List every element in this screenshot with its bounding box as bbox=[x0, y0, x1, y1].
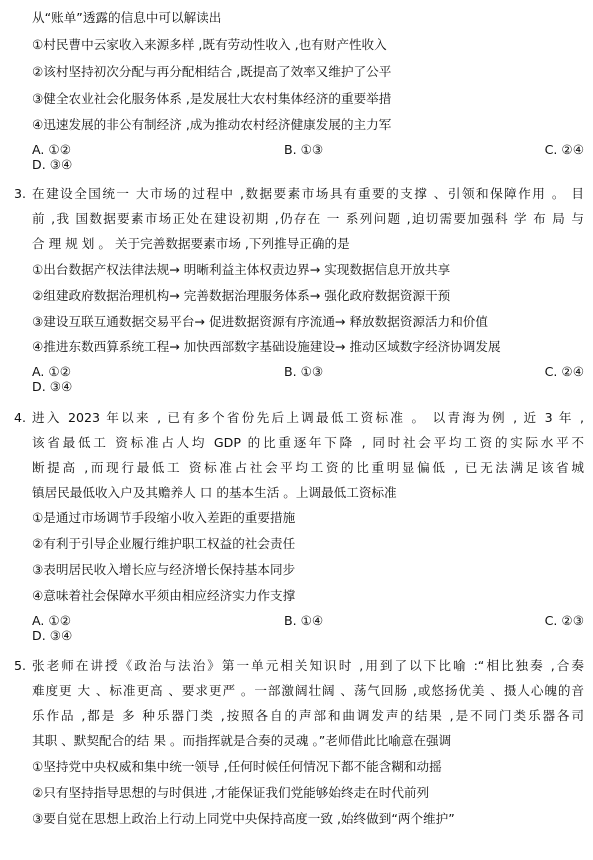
question-stem-line: 镇居民最低收入户及其赡养人 口 的基本生活 。上调最低工资标准 bbox=[32, 485, 397, 500]
choice-item-1: ①坚持党中央权威和集中统一领导 ,任何时候任何情况下都不能含糊和动摇 bbox=[32, 759, 442, 774]
question-stem: 从“账单”透露的信息中可以解读出 bbox=[32, 10, 222, 25]
option-a: A. ①② bbox=[32, 142, 71, 157]
question-stem-line: 断提高 ,而现行最低工 资标准占社会平均工资的比重明显偏低 , 已无法满足该省城 bbox=[32, 460, 584, 475]
option-b: B. ①④ bbox=[284, 613, 324, 628]
choice-item-2: ②该村坚持初次分配与再分配相结合 ,既提高了效率又维护了公平 bbox=[32, 64, 392, 79]
option-c: C. ②④ bbox=[544, 364, 584, 379]
option-d: D. ③④ bbox=[32, 157, 73, 172]
question-stem-line: 合 理 规 划 。 关于完善数据要素市场 ,下列推导正确的是 bbox=[32, 236, 350, 251]
option-d: D. ③④ bbox=[32, 379, 73, 394]
answer-options-row bbox=[32, 364, 584, 380]
choice-item-2: ②有利于引导企业履行维护职工权益的社会责任 bbox=[32, 536, 296, 551]
choice-item-4: ④迅速发展的非公有制经济 ,成为推动农村经济健康发展的主力军 bbox=[32, 117, 392, 132]
choice-item-3: ③建设互联互通数据交易平台→ 促进数据资源有序流通→ 释放数据资源活力和价值 bbox=[32, 314, 488, 329]
option-a: A. ①② bbox=[32, 364, 71, 379]
choice-item-1: ①出台数据产权法律法规→ 明晰利益主体权责边界→ 实现数据信息开放共享 bbox=[32, 262, 451, 277]
choice-item-1: ①村民曹中云家收入来源多样 ,既有劳动性收入 ,也有财产性收入 bbox=[32, 37, 387, 52]
question-stem-line: 进入 2023 年以来 , 已有多个省份先后上调最低工资标准 。 以青海为例 , 近 3 年 , bbox=[32, 410, 584, 425]
question-stem-line: 前 ,我 国数据要素市场正处在建设初期 ,仍存在 一 系列问题 ,迫切需要加强科 学 布 局 与 bbox=[32, 211, 584, 226]
choice-item-3: ③健全农业社会化服务体系 ,是发展壮大农村集体经济的重要举措 bbox=[32, 91, 392, 106]
option-c: C. ②③ bbox=[544, 613, 584, 628]
choice-item-2: ②只有坚持指导思想的与时俱进 ,才能保证我们党能够始终走在时代前列 bbox=[32, 785, 430, 800]
question-stem-line: 该省最低工 资标准占人均 GDP 的比重逐年下降 , 同时社会平均工资的实际水平不 bbox=[32, 435, 584, 450]
option-b: B. ①③ bbox=[284, 142, 324, 157]
choice-item-2: ②组建政府数据治理机构→ 完善数据治理服务体系→ 强化政府数据资源干预 bbox=[32, 288, 451, 303]
choice-item-3: ③表明居民收入增长应与经济增长保持基本同步 bbox=[32, 562, 296, 577]
choice-item-4: ④意味着社会保障水平须由相应经济实力作支撑 bbox=[32, 588, 296, 603]
choice-item-1: ①是通过市场调节手段缩小收入差距的重要措施 bbox=[32, 510, 296, 525]
question-stem-line: 难度更 大 、标准更高 、要求更严 。一部激阔壮阔 、荡气回肠 ,或悠扬优美 、摄人心魄的音 bbox=[32, 683, 584, 698]
option-b: B. ①③ bbox=[284, 364, 324, 379]
option-c: C. ②④ bbox=[544, 142, 584, 157]
question-stem-line: 乐作品 ,都是 多 种乐器门类 ,按照各自的声部和曲调发声的结果 ,是不同门类乐器各司 bbox=[32, 708, 584, 723]
option-d: D. ③④ bbox=[32, 628, 73, 643]
answer-options-row bbox=[32, 613, 584, 629]
choice-item-4: ④推进东数西算系统工程→ 加快西部数字基础设施建设→ 推动区域数字经济协调发展 bbox=[32, 339, 501, 354]
question-stem-line: 其职 、默契配合的结 果 。而指挥就是合奏的灵魂 。”老师借此比喻意在强调 bbox=[32, 733, 452, 748]
option-a: A. ①② bbox=[32, 613, 71, 628]
question-stem-line: 张老师在讲授《政治与法治》第一单元相关知识时 ,用到了以下比喻 :“相比独奏 ,合奏 bbox=[32, 658, 584, 673]
question-stem-line: 在建设全国统一 大市场的过程中 ,数据要素市场具有重要的支撑 、引领和保障作用 。 目 bbox=[32, 186, 584, 201]
question-number: 3. bbox=[14, 186, 27, 201]
question-number: 5. bbox=[14, 658, 27, 673]
choice-item-3: ③要自觉在思想上政治上行动上同党中央保持高度一致 ,始终做到“两个维护” bbox=[32, 811, 455, 826]
question-number: 4. bbox=[14, 410, 27, 425]
answer-options-row bbox=[32, 142, 584, 158]
